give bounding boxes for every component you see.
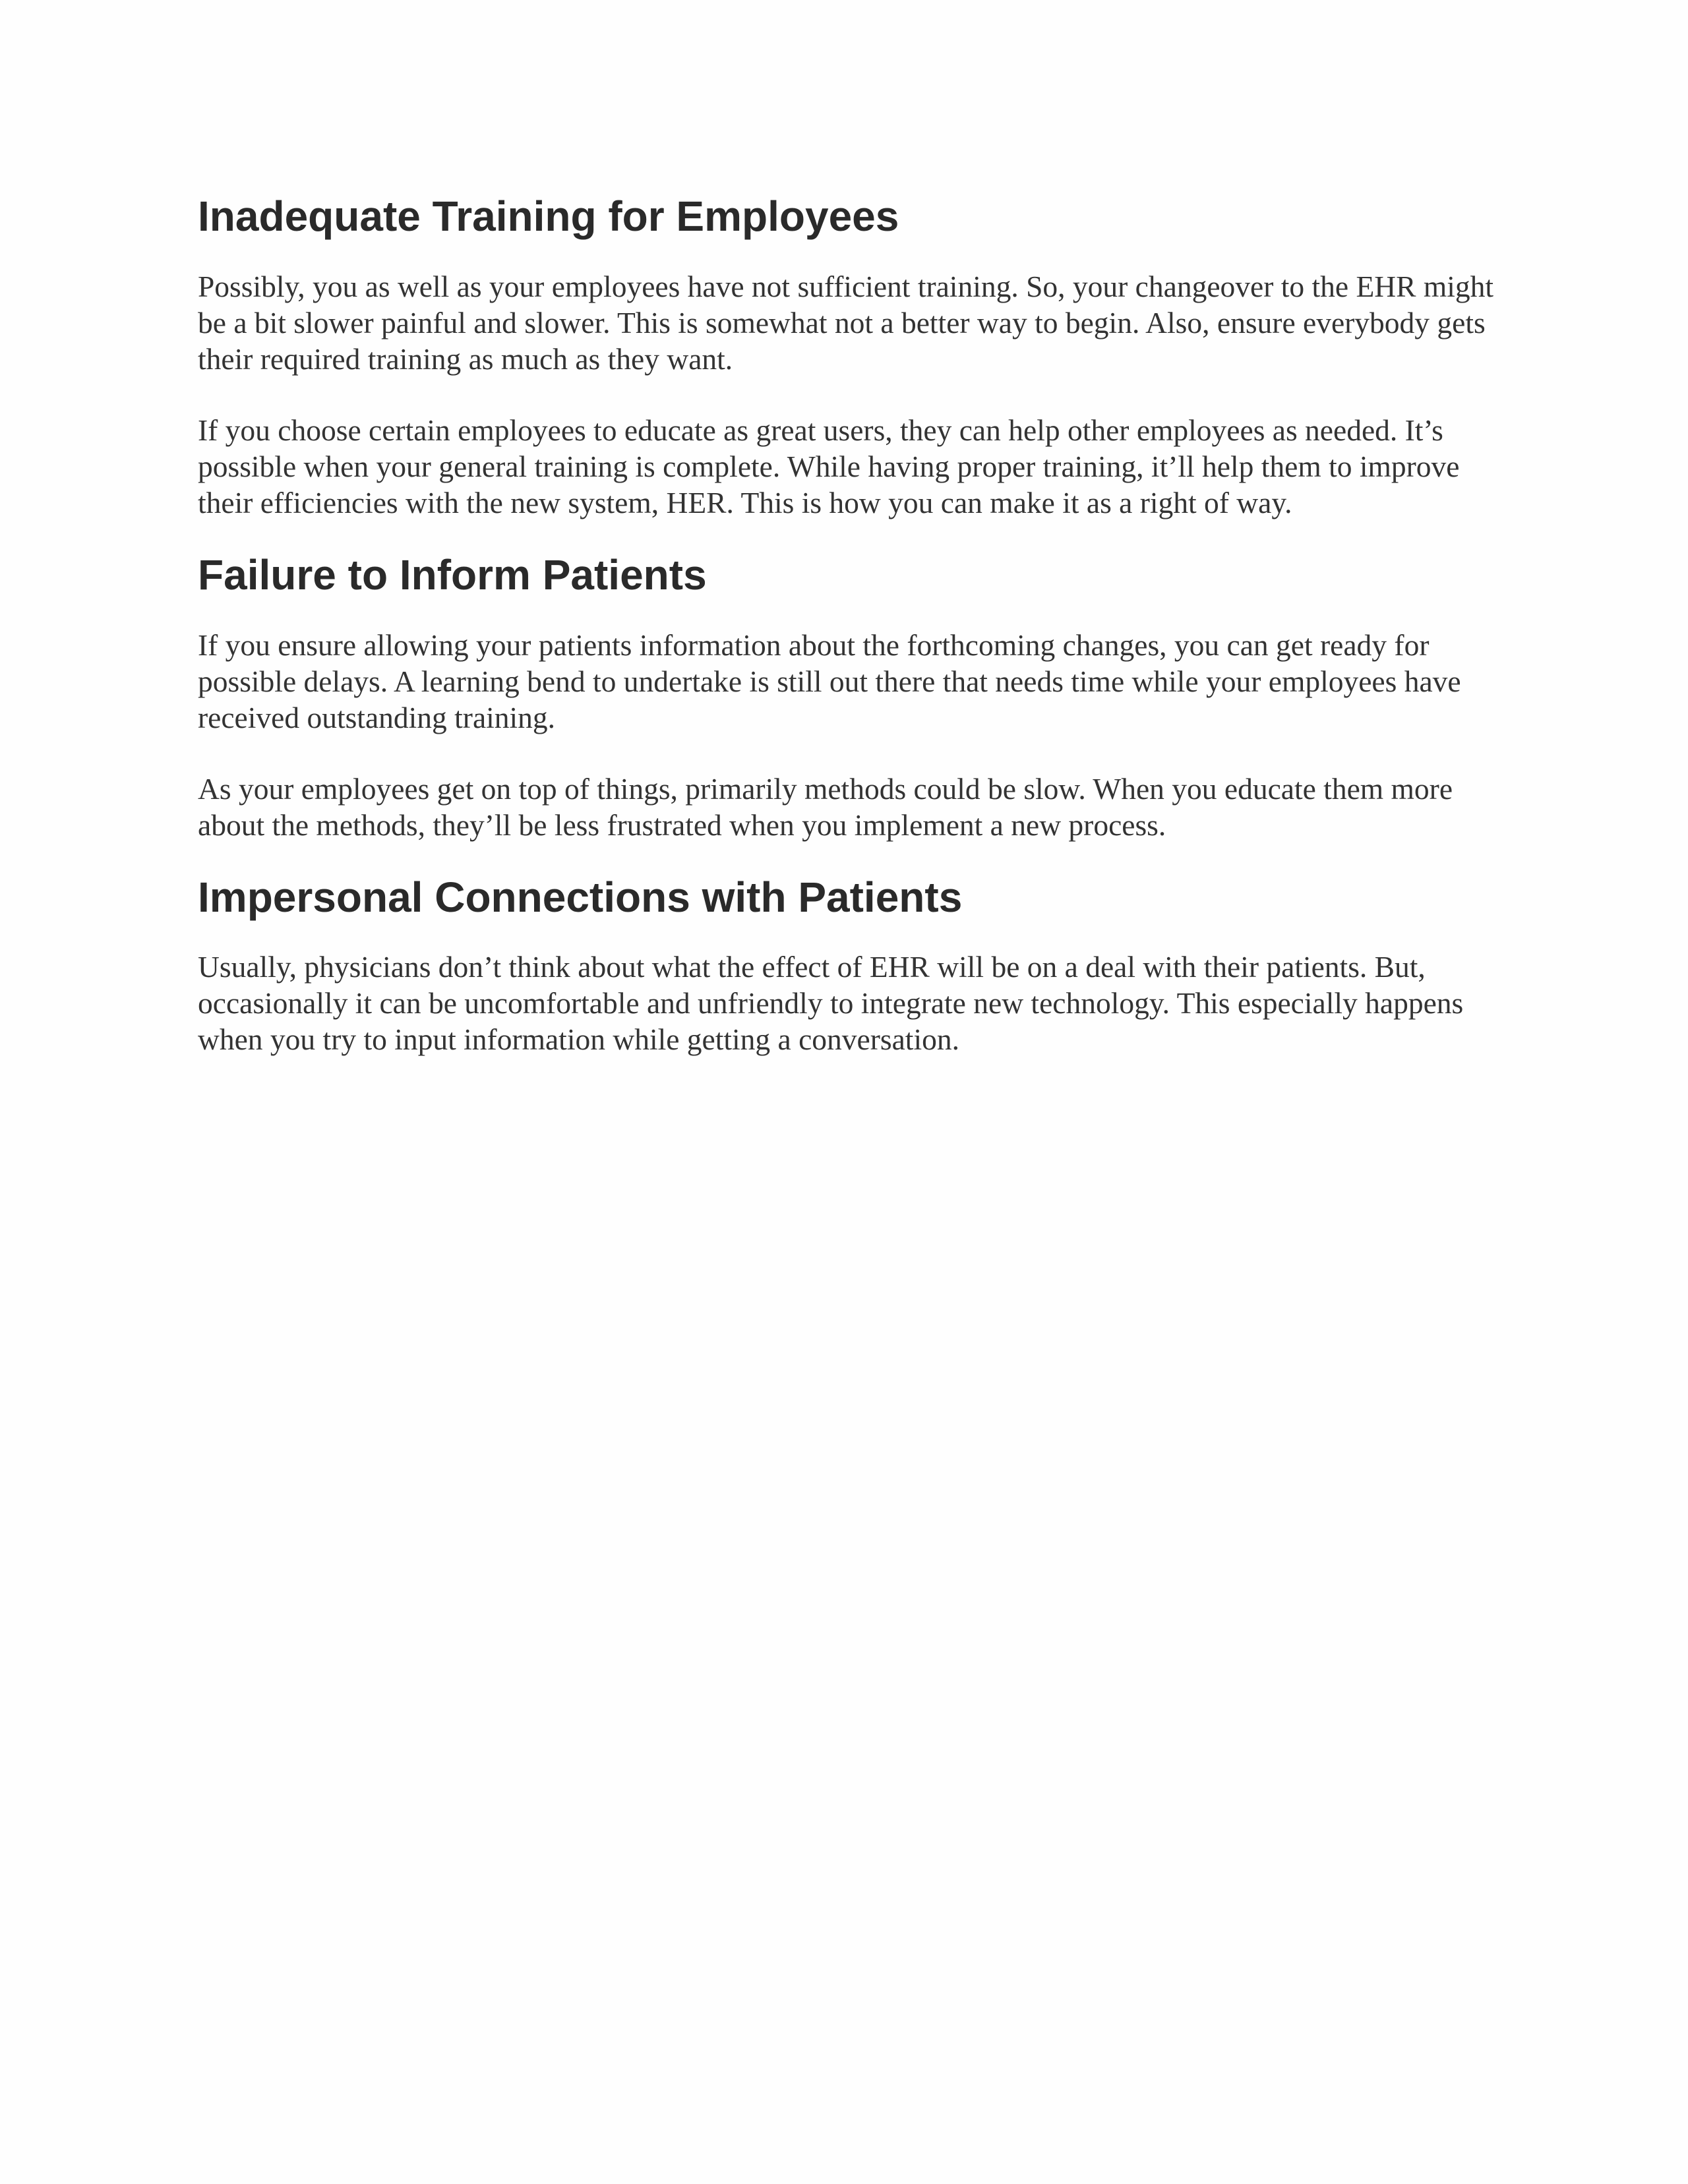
section-heading: Failure to Inform Patients (198, 550, 707, 599)
paragraph: If you choose certain employees to educate as great users, they can help other employees as needed. It’s possible when your general training is complete. While having proper training, it’ll help them to improve their efficiencies with the new system, HER. This is how you can make it as a right of way. (198, 413, 1460, 519)
paragraph: Usually, physicians don’t think about what the effect of EHR will be on a deal with their patients. But, occasionally it can be uncomfortable and unfriendly to integrate new technology. This especially happens when you try to input information while getting a conversation. (198, 950, 1464, 1057)
paragraph: As your employees get on top of things, primarily methods could be slow. When you educate them more about the methods, they’ll be less frustrated when you implement a new process. (198, 771, 1453, 842)
section-inadequate-training (198, 191, 1517, 521)
section-heading: Inadequate Training for Employees (198, 192, 899, 240)
paragraph: Possibly, you as well as your employees have not sufficient training. So, your changeover to the EHR might be a bit slower painful and slower. This is somewhat not a better way to begin. Also, ensure everybody gets their required training as much as they want. (198, 269, 1494, 376)
section-impersonal-connections (198, 872, 1517, 1058)
section-heading: Impersonal Connections with Patients (198, 873, 963, 921)
paragraph: If you ensure allowing your patients information about the forthcoming changes, you can get ready for possible delays. A learning bend to undertake is still out there that needs time while your employees have received outstanding training. (198, 628, 1461, 734)
document-body (198, 191, 1517, 1057)
section-failure-to-inform (198, 550, 1517, 843)
